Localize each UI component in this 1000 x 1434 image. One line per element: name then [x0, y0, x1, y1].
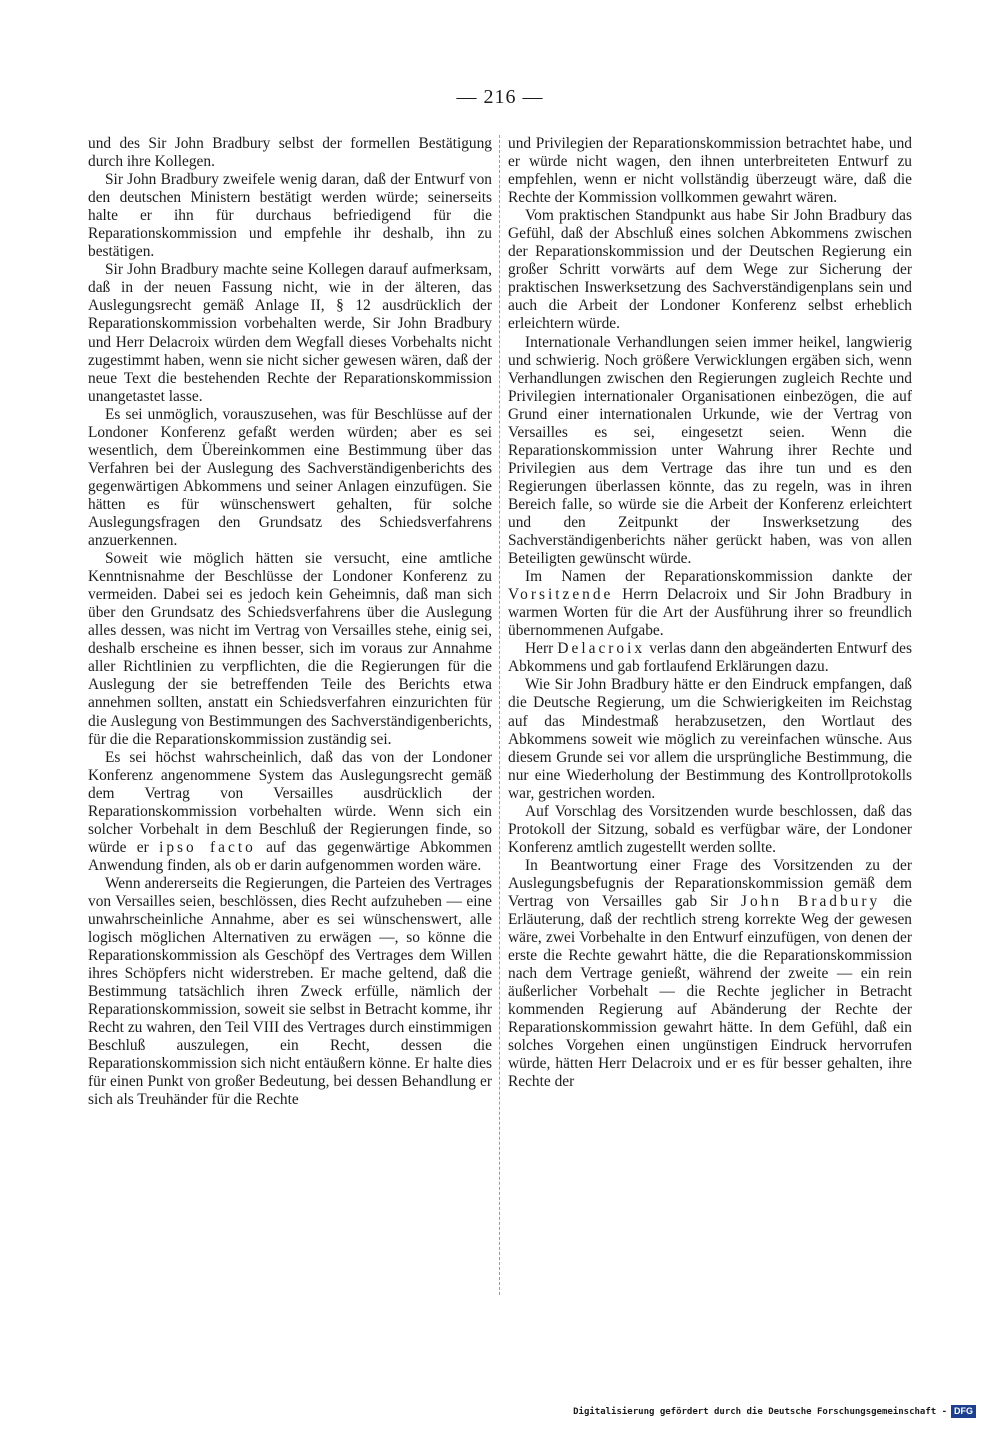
paragraph: Wie Sir John Bradbury hätte er den Eindruck empfangen, daß die Deutsche Regierung, um die Schwierigkeiten im Reichstag auf das Mindestmaß herabzusetzen, den Wortlaut des Abkommens soweit wie möglich zu vereinfachen wünsche. Aus diesem Grunde sei vor allem die ursprüngliche Bestimmung, die nur eine Wiederholung der Bestimmung des Kontrollprotokolls war, gestrichen worden. [508, 676, 912, 802]
paragraph [508, 640, 912, 676]
text-run: die Erläuterung, daß der rechtlich streng korrekte Weg der gewesen wäre, zwei Vorbehalte in den Entwurf einzufügen, von denen der erste die Rechte gewahrt hätte, die die Reparationskommission nach dem Vertrage genießt, während der zweite — ein rein äußerlicher Vorbehalt — die Rechte jeglicher in Betracht kommenden Regierung auf Abänderung der Rechte der Reparationskommission gewahrt hätte. In dem Gefühl, daß ein solches Vorgehen einen ungünstigen Eindruck hervorrufen würde, hätten Herr Delacroix und er es für besser gehalten, ihre Rechte der [508, 892, 912, 1091]
emphasized-term: John Bradbury [741, 892, 881, 910]
paragraph: und Privilegien der Reparationskommission betrachtet habe, und er würde nicht wagen, den ihnen unterbreiteten Entwurf zu empfehlen, wenn er nicht vollständig überzeugt wäre, daß die Rechte der Kommission vollkommen gewahrt wären. [508, 135, 912, 207]
paragraph: Vom praktischen Standpunkt aus habe Sir John Bradbury das Gefühl, daß der Abschluß eines solchen Abkommens zwischen der Reparationskommission und der Deutschen Regierung ein großer Schritt vorwärts auf dem Wege zur Sicherung der praktischen Inswerksetzung des Sachverständigenplans sein und auch die Arbeit der Londoner Konferenz selbst erheblich erleichtern würde. [508, 207, 912, 333]
paragraph: Sir John Bradbury zweifele wenig daran, daß der Entwurf von den deutschen Ministern bestätigt werden würde; seinerseits halte er ihn für durchaus befriedigend für die Reparationskommission und empfehle ihr deshalb, ihn zu bestätigen. [88, 171, 492, 261]
emphasized-term: Vorsitzende [508, 586, 614, 604]
right-column [508, 135, 912, 1091]
paragraph: Sir John Bradbury machte seine Kollegen darauf aufmerksam, daß in der neuen Fassung nicht, wie in der älteren, das Auslegungsrecht gemäß Anlage II, § 12 ausdrücklich der Reparationskommission vorbehalten werde, Sir John Bradbury und Herr Delacroix würden dem Wegfall dieses Vorbehalts nicht zugestimmt haben, wenn sie nicht sicher gewesen wären, daß der neue Text die bestehenden Rechte der Reparationskommission unangetastet lasse. [88, 261, 492, 405]
paragraph: Auf Vorschlag des Vorsitzenden wurde beschlossen, daß das Protokoll der Sitzung, sobald es verfügbar wäre, der Londoner Konferenz amtlich zugestellt werden sollte. [508, 802, 912, 856]
text-run: Herrn Delacroix und Sir John Bradbury in warmen Worten für die Art der Ausführung ihrer so freundlich übernommenen Aufgabe. [508, 586, 913, 640]
paragraph: und des Sir John Bradbury selbst der formellen Bestätigung durch ihre Kollegen. [88, 135, 492, 171]
text-run: Herr [525, 640, 554, 658]
paragraph: Internationale Verhandlungen seien immer heikel, langwierig und schwierig. Noch größere Verwicklungen ergäben sich, wenn Verhandlungen zwischen den Regierungen zugleich Rechte und Privilegien internationaler Organisationen einbezögen, die auf Grund einer internationalen Urkunde, wie der Vertrag von Versailles es sei, eingesetzt seien. Wenn die Reparationskommission unter Wahrung ihrer Rechte und Privilegien aus dem Vertrage das ihre tun und es den Regierungen überlassen könnte, das zu regeln, was in ihren Bereich falle, so würde sie die Arbeit der Konferenz erleichtert und den Zeitpunkt der Inswerksetzung des Sachverständigenberichts näher gerückt haben, was von allen Beteiligten gewünscht würde. [508, 333, 912, 568]
left-column [88, 135, 492, 1110]
column-divider [499, 135, 500, 1295]
dfg-logo-icon: DFG [951, 1405, 976, 1418]
paragraph [508, 857, 912, 1092]
text-run: auf das gegenwärtige Abkommen Anwendung finden, als ob er darin aufgenommen worden wäre. [88, 838, 493, 874]
footer-text: Digitalisierung gefördert durch die Deutsche Forschungsgemeinschaft - [573, 1406, 947, 1417]
emphasized-term: ipso facto [159, 838, 256, 856]
paragraph [508, 568, 912, 640]
text-run: Im Namen der Reparationskommission dankte der [525, 568, 912, 586]
paragraph [88, 749, 492, 875]
text-run: verlas dann den abgeänderten Entwurf des Abkommens und gab fortlaufend Erklärungen dazu. [508, 640, 913, 676]
paragraph: Soweit wie möglich hätten sie versucht, eine amtliche Kenntnisnahme der Beschlüsse der Londoner Konferenz zu vermeiden. Dabei sei es jedoch kein Geheimnis, daß man sich über den Grundsatz des Schiedsverfahrens über die Auslegung alles dessen, was nicht im Vertrag von Versailles stehe, einig sei, deshalb erscheine es ihnen besser, sich im voraus zur Annahme aller Richtlinien zu verpflichten, die die Regierungen für die Auslegung der sie betreffenden Teile des Berichts etwa annehmen sollten, anstatt ein Schiedsverfahren einzurichten für die Auslegung von Bestimmungen des Sachverständigenberichts, für die die Reparationskommission zuständig sei. [88, 550, 492, 748]
paragraph: Wenn andererseits die Regierungen, die Parteien des Vertrages von Versailles seien, beschlössen, dies Recht aufzuheben — eine unwahrscheinliche Annahme, aber es sei wünschenswert, alle logisch möglichen Alternativen zu erwägen —, so könne die Reparationskommission als Geschöpf des Vertrages dem Willen ihres Schöpfers nicht widerstreben. Er mache geltend, daß die Bestimmung tatsächlich ihren Zweck erfülle, nämlich der Reparationskommission, soweit sie selbst in Betracht komme, ihr Recht zu wahren, den Teil VIII des Vertrages durch einstimmigen Beschluß auszulegen, ein Recht, dessen die Reparationskommission sich nicht entäußern könne. Er halte dies für einen Punkt von großer Bedeutung, bei dessen Behandlung er sich als Treuhänder für die Rechte [88, 874, 492, 1109]
page-number: — 216 — [456, 86, 544, 108]
text-run: In Beantwortung einer Frage des Vorsitzenden zu der Auslegungsbefugnis der Reparationskommission gemäß dem Vertrag von Versailles gab Sir [508, 856, 912, 910]
paragraph: Es sei unmöglich, vorauszusehen, was für Beschlüsse auf der Londoner Konferenz gefaßt werden würden; aber es sei wesentlich, dem Übereinkommen eine Bestimmung über das Verfahren bei der Auslegung des Sachverständigenberichts des gegenwärtigen Abkommens und seiner Anlagen einzufügen. Sie hätten es für wünschenswert gehalten, für solche Auslegungsfragen den Grundsatz des Schiedsverfahrens anzuerkennen. [88, 405, 492, 550]
text-run: Es sei höchst wahrscheinlich, daß das von der Londoner Konferenz angenommene System das Auslegungsrecht gemäß dem Vertrag von Versailles ausdrücklich der Reparationskommission vorbehalten würde. Wenn sich ein solcher Vorbehalt in dem Beschluß der Regierungen finde, so würde er [88, 748, 492, 856]
footer [573, 1405, 976, 1418]
emphasized-term: Delacroix [557, 640, 646, 658]
